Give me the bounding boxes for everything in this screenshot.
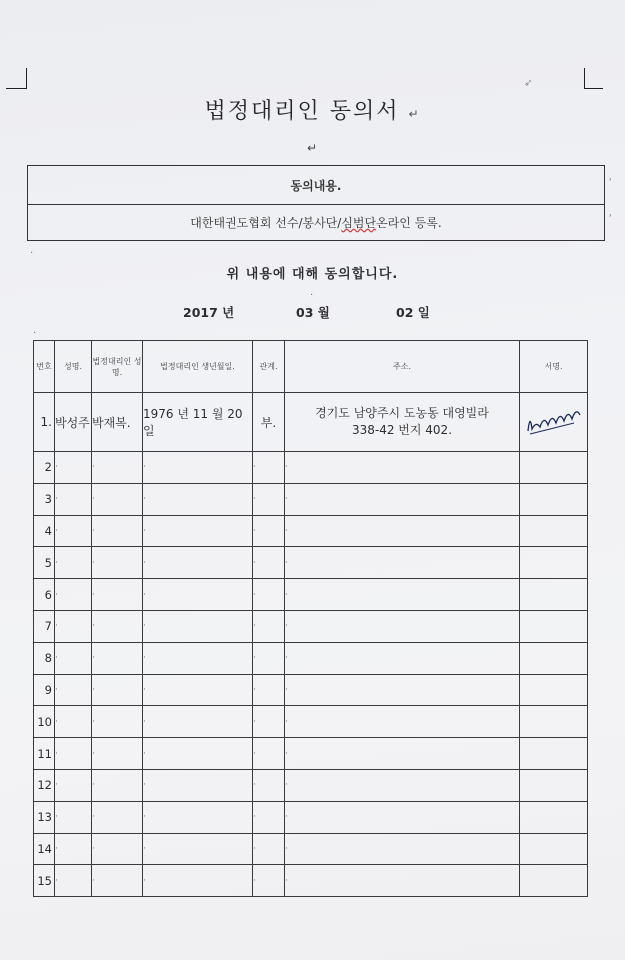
content-body-prefix: 대한태권도협회 선수/봉사단/ xyxy=(190,216,342,230)
guardian-name: 박재복. xyxy=(92,393,143,452)
guardian-name: · xyxy=(92,642,143,674)
date-month: 03 월 xyxy=(296,305,330,320)
table-row xyxy=(34,706,588,738)
spellcheck-flagged-word: 심범단 xyxy=(341,216,377,230)
guardian-name: · xyxy=(92,547,143,579)
student-name: · xyxy=(55,515,92,547)
table-row xyxy=(34,610,588,642)
table-row xyxy=(34,769,588,801)
guardian-name: · xyxy=(92,483,143,515)
student-name: · xyxy=(55,547,92,579)
table-row xyxy=(34,865,588,897)
document-title xyxy=(0,94,625,125)
guardian-birth-date: · xyxy=(143,547,253,579)
row-number: 1. xyxy=(34,393,55,452)
address: · xyxy=(285,865,520,897)
date-day: 02 일 xyxy=(396,305,430,320)
relation: · xyxy=(253,674,285,706)
header-signature: 서명. xyxy=(520,341,588,393)
relation: · xyxy=(253,706,285,738)
address: · xyxy=(285,483,520,515)
guardian-birth-date: · xyxy=(143,642,253,674)
guardian-name: · xyxy=(92,515,143,547)
signature xyxy=(520,769,588,801)
date-year: 2017 년 xyxy=(183,305,235,320)
paragraph-dot: · xyxy=(30,248,34,259)
paragraph-dot: · xyxy=(310,290,314,301)
relation: · xyxy=(253,483,285,515)
guardian-name: · xyxy=(92,769,143,801)
table-row xyxy=(34,674,588,706)
student-name: 박성주 xyxy=(55,393,92,452)
address: · xyxy=(285,579,520,611)
relation: · xyxy=(253,579,285,611)
page-corner-mark-top-right xyxy=(584,68,603,89)
row-number: 7 xyxy=(34,610,55,642)
guardian-name: · xyxy=(92,452,143,484)
row-number: 11 xyxy=(34,738,55,770)
guardian-birth-date: · xyxy=(143,452,253,484)
signature xyxy=(520,579,588,611)
table-row xyxy=(34,801,588,833)
guardian-consent-table xyxy=(33,340,588,897)
guardian-name: · xyxy=(92,833,143,865)
address-line-2: 338-42 번지 402. xyxy=(351,423,453,437)
title-text: 법정대리인 동의서 xyxy=(204,99,400,124)
consent-statement: 위 내용에 대해 동의합니다. xyxy=(226,267,399,282)
table-end-mark: ˒ xyxy=(609,211,613,222)
guardian-birth-date: · xyxy=(143,610,253,642)
table-end-mark: ˒ xyxy=(609,175,613,186)
relation: · xyxy=(253,801,285,833)
student-name: · xyxy=(55,769,92,801)
address-line-1: 경기도 남양주시 도농동 대영빌라 xyxy=(315,406,489,420)
guardian-birth-date: · xyxy=(143,706,253,738)
relation: · xyxy=(253,833,285,865)
address: · xyxy=(285,642,520,674)
student-name: · xyxy=(55,579,92,611)
relation: · xyxy=(253,769,285,801)
signature xyxy=(520,452,588,484)
table-row xyxy=(34,642,588,674)
signature xyxy=(520,642,588,674)
row-number: 3 xyxy=(34,483,55,515)
row-number: 5 xyxy=(34,547,55,579)
paragraph-dot: · xyxy=(33,328,37,339)
address: · xyxy=(285,547,520,579)
signature xyxy=(520,610,588,642)
signature xyxy=(520,515,588,547)
table-row xyxy=(34,547,588,579)
row-number: 15 xyxy=(34,865,55,897)
relation: · xyxy=(253,865,285,897)
relation: 부. xyxy=(253,393,285,452)
paragraph-mark-icon: ↵ xyxy=(408,107,421,121)
header-guardian-name: 법정대리인 성명. xyxy=(92,341,143,393)
relation: · xyxy=(253,642,285,674)
relation: · xyxy=(253,610,285,642)
row-number: 8 xyxy=(34,642,55,674)
guardian-birth-date: · xyxy=(143,865,253,897)
address: · xyxy=(285,452,520,484)
content-body-suffix: 온라인 등록. xyxy=(376,216,442,230)
signature xyxy=(520,801,588,833)
relation: · xyxy=(253,452,285,484)
row-number: 10 xyxy=(34,706,55,738)
handwritten-signature xyxy=(522,401,586,441)
cursor-arrow-icon: ➶ xyxy=(524,78,533,89)
guardian-name: · xyxy=(92,865,143,897)
table-row xyxy=(34,393,588,452)
student-name: · xyxy=(55,674,92,706)
header-address: 주소. xyxy=(285,341,520,393)
student-name: · xyxy=(55,452,92,484)
table-row xyxy=(34,483,588,515)
signature xyxy=(520,738,588,770)
guardian-name: · xyxy=(92,738,143,770)
signature xyxy=(520,483,588,515)
guardian-birth-date: · xyxy=(143,483,253,515)
signature xyxy=(520,833,588,865)
content-box-header: 동의내용. xyxy=(28,166,604,205)
signature xyxy=(520,674,588,706)
guardian-birth-date: · xyxy=(143,515,253,547)
table-row xyxy=(34,579,588,611)
guardian-birth-date: · xyxy=(143,801,253,833)
relation: · xyxy=(253,547,285,579)
student-name: · xyxy=(55,610,92,642)
table-row xyxy=(34,738,588,770)
address: · xyxy=(285,706,520,738)
table-row xyxy=(34,452,588,484)
address: · xyxy=(285,674,520,706)
address: · xyxy=(285,833,520,865)
relation: · xyxy=(253,738,285,770)
student-name: · xyxy=(55,833,92,865)
header-number: 번호 xyxy=(34,341,55,393)
signature xyxy=(520,706,588,738)
signature xyxy=(520,547,588,579)
guardian-birth-date: · xyxy=(143,674,253,706)
student-name: · xyxy=(55,706,92,738)
paragraph-mark-icon: ↵ xyxy=(307,141,318,155)
student-name: · xyxy=(55,865,92,897)
guardian-name: · xyxy=(92,706,143,738)
guardian-name: · xyxy=(92,801,143,833)
guardian-name: · xyxy=(92,674,143,706)
row-number: 6 xyxy=(34,579,55,611)
row-number: 2 xyxy=(34,452,55,484)
address xyxy=(285,393,520,452)
student-name: · xyxy=(55,738,92,770)
guardian-birth-date: · xyxy=(143,738,253,770)
signature xyxy=(520,865,588,897)
guardian-name: · xyxy=(92,610,143,642)
guardian-birth-date: 1976 년 11 월 20 일 xyxy=(143,393,253,452)
page-corner-mark-top-left xyxy=(6,68,27,89)
row-number: 14 xyxy=(34,833,55,865)
consent-content-box xyxy=(27,165,605,241)
header-name: 성명. xyxy=(55,341,92,393)
student-name: · xyxy=(55,642,92,674)
row-number: 4 xyxy=(34,515,55,547)
row-number: 12 xyxy=(34,769,55,801)
row-number: 13 xyxy=(34,801,55,833)
student-name: · xyxy=(55,483,92,515)
relation: · xyxy=(253,515,285,547)
table-row xyxy=(34,515,588,547)
guardian-birth-date: · xyxy=(143,833,253,865)
table-row xyxy=(34,833,588,865)
address: · xyxy=(285,610,520,642)
signature xyxy=(520,393,588,452)
address: · xyxy=(285,738,520,770)
address: · xyxy=(285,515,520,547)
header-relation: 관계. xyxy=(253,341,285,393)
address: · xyxy=(285,801,520,833)
student-name: · xyxy=(55,801,92,833)
content-box-body xyxy=(28,204,604,241)
guardian-birth-date: · xyxy=(143,769,253,801)
address: · xyxy=(285,769,520,801)
row-number: 9 xyxy=(34,674,55,706)
guardian-name: · xyxy=(92,579,143,611)
table-header-row xyxy=(34,341,588,393)
header-guardian-birth: 법정대리인 생년월일. xyxy=(143,341,253,393)
guardian-birth-date: · xyxy=(143,579,253,611)
